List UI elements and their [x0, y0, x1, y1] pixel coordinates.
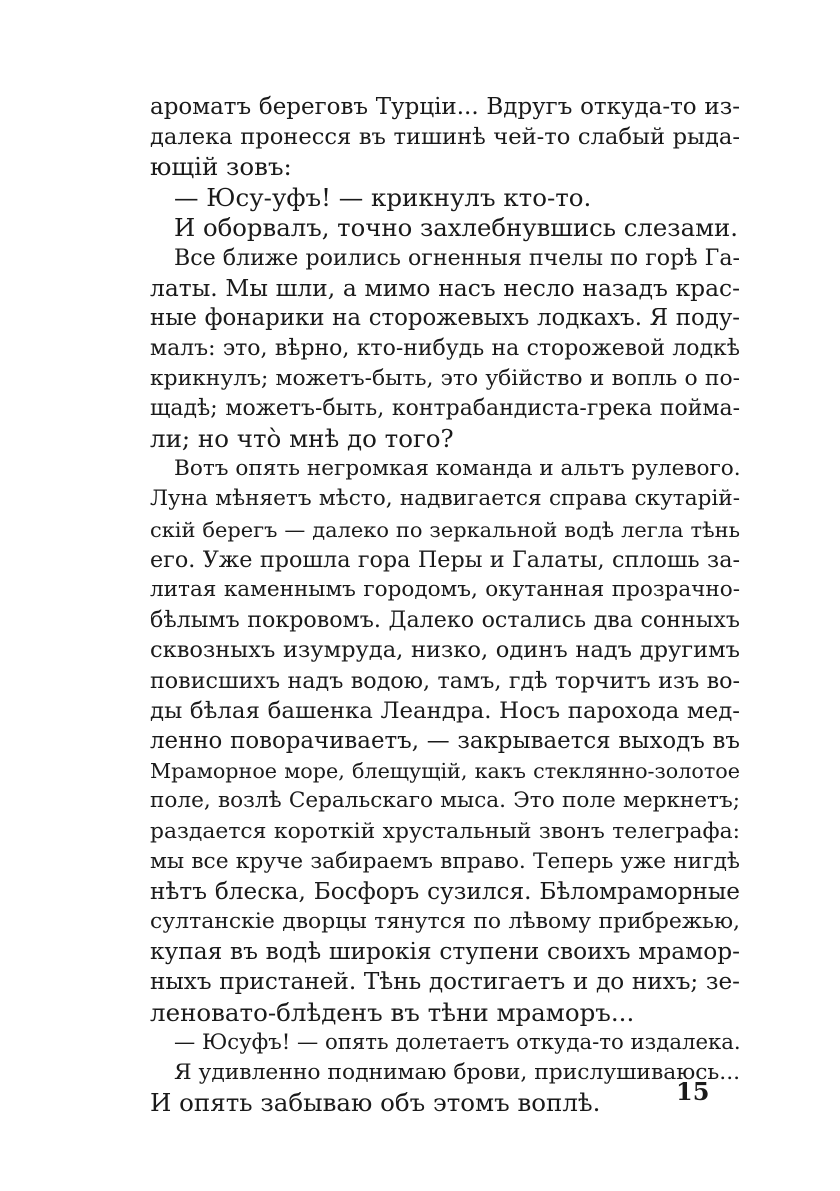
text-line: мы все круче забираемъ вправо. Теперь уже нигдѣ	[150, 848, 740, 874]
text-line: Все ближе роились огненныя пчелы по горѣ Га-	[174, 244, 740, 271]
text-line: далека пронесся въ тишинѣ чей-то слабый рыда-	[150, 124, 740, 151]
text-line: скій берегъ — далеко по зеркальной водѣ легла тѣнь	[150, 517, 740, 542]
text-line: ароматъ береговъ Турціи... Вдругъ откуда-то из-	[150, 94, 740, 120]
text-line: раздается короткій хрустальный звонъ телеграфа:	[150, 818, 740, 844]
text-line: ныхъ пристаней. Тѣнь достигаетъ и до нихъ; зе-	[150, 969, 740, 996]
text-line: малъ: это, вѣрно, кто-нибудь на сторожевой лодкѣ	[150, 335, 740, 361]
text-line: ющій зовъ:	[150, 152, 292, 182]
text-line: ленно поворачиваетъ, — закрывается выходъ въ	[150, 727, 740, 754]
text-line: поле, возлѣ Серальскаго мыса. Это поле меркнетъ;	[150, 788, 740, 814]
text-line: И оборвалъ, точно захлебнувшись слезами.	[174, 212, 738, 242]
text-line: купая въ водѣ широкія ступени своихъ мрамор-	[150, 938, 740, 966]
text-line: ные фонарики на сторожевыхъ лодкахъ. Я поду-	[150, 305, 740, 332]
text-line: его. Уже прошла гора Перы и Галаты, сплошь за-	[150, 546, 740, 573]
text-line: нѣтъ блеска, Босфоръ сузился. Бѣломраморные	[150, 878, 740, 905]
page-number: 15	[676, 1077, 710, 1106]
text-line: Я удивленно поднимаю брови, прислушиваюсь...	[174, 1060, 741, 1085]
body-text	[150, 92, 740, 1118]
text-line: повисшихъ надъ водою, тамъ, гдѣ торчитъ изъ во-	[150, 667, 740, 694]
text-line: ли; но что̀ мнѣ до того?	[150, 424, 454, 454]
text-line: И опять забываю объ этомъ воплѣ.	[150, 1088, 601, 1118]
text-line: Луна мѣняетъ мѣсто, надвигается справа скутарій-	[150, 486, 740, 512]
text-line: бѣлымъ покровомъ. Далеко остались два сонныхъ	[150, 607, 740, 634]
text-line: Мраморное море, блещущій, какъ стеклянно-золотое	[150, 759, 740, 784]
text-line: литая каменнымъ городомъ, окутанная прозрачно-	[150, 577, 740, 602]
text-line: латы. Мы шли, а мимо насъ несло назадъ крас-	[150, 274, 740, 303]
text-line: султанскіе дворцы тянутся по лѣвому прибрежью,	[150, 909, 740, 935]
text-line: — Юсу-уфъ! — крикнулъ кто-то.	[174, 182, 592, 212]
text-line: сквозныхъ изумруда, низко, одинъ надъ другимъ	[150, 637, 740, 664]
text-line: леновато-блѣденъ въ тѣни мраморъ...	[150, 997, 635, 1027]
text-line: Вотъ опять негромкая команда и альтъ рулевого.	[174, 456, 741, 482]
text-line: ды бѣлая башенка Леандра. Носъ парохода мед-	[150, 697, 740, 724]
text-line: крикнулъ; можетъ-быть, это убійство и вопль о по-	[150, 365, 740, 391]
text-line: — Юсуфъ! — опять долетаетъ откуда-то издалека.	[174, 1029, 741, 1055]
text-line: щадѣ; можетъ-быть, контрабандиста-грека пойма-	[150, 395, 740, 421]
